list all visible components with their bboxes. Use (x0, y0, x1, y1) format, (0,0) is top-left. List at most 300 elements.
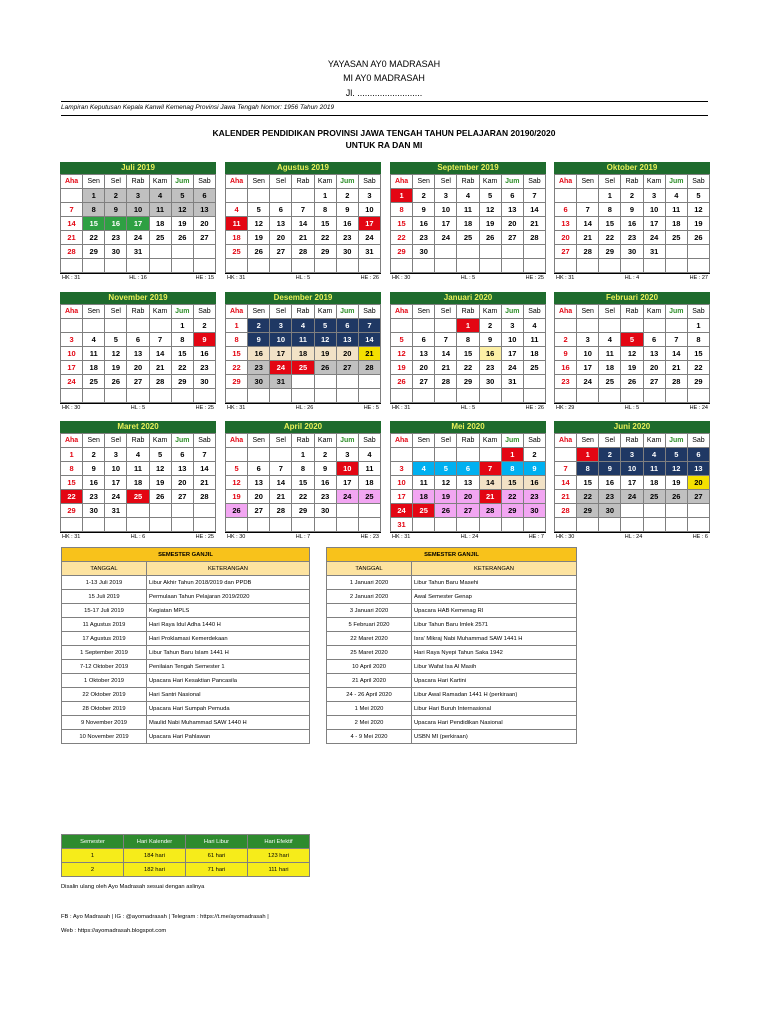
day-cell: 7 (577, 203, 599, 217)
day-cell: 3 (336, 448, 358, 462)
weekday-header: Sen (83, 305, 105, 319)
day-cell: 4 (127, 448, 149, 462)
weekday-header: Jum (665, 434, 687, 448)
day-cell: 28 (665, 375, 687, 389)
day-cell: 30 (599, 504, 621, 518)
day-cell: 6 (193, 189, 215, 203)
day-cell (577, 259, 599, 273)
weekday-header: Aha (555, 434, 577, 448)
day-cell: 11 (226, 217, 248, 231)
day-cell (577, 389, 599, 403)
day-cell: 16 (413, 217, 435, 231)
day-cell: 2 (248, 319, 270, 333)
day-cell (149, 259, 171, 273)
day-cell (358, 504, 380, 518)
day-cell (577, 189, 599, 203)
day-cell: 25 (599, 375, 621, 389)
day-cell: 17 (358, 217, 380, 231)
day-cell (248, 189, 270, 203)
day-cell (248, 448, 270, 462)
day-cell: 15 (171, 347, 193, 361)
event-row (327, 688, 577, 702)
day-cell: 20 (270, 231, 292, 245)
day-cell: 19 (171, 217, 193, 231)
day-cell: 11 (292, 333, 314, 347)
day-cell: 16 (555, 361, 577, 375)
day-cell: 30 (336, 245, 358, 259)
day-cell (358, 375, 380, 389)
day-cell: 26 (105, 375, 127, 389)
summary-cell: 123 hari (248, 849, 310, 863)
day-cell: 17 (391, 490, 413, 504)
day-cell (457, 448, 479, 462)
day-cell (149, 518, 171, 532)
weekday-header: Rab (621, 305, 643, 319)
day-cell (687, 259, 709, 273)
event-row (62, 716, 310, 730)
day-cell (599, 319, 621, 333)
event-row (327, 646, 577, 660)
month-title: Maret 2020 (60, 421, 216, 433)
month-summary-value: HE : 24 (689, 405, 708, 411)
event-row (327, 660, 577, 674)
month-title: Agustus 2019 (225, 162, 381, 174)
day-cell: 3 (621, 448, 643, 462)
event-row (327, 716, 577, 730)
month-summary-value: HL : 5 (295, 275, 311, 281)
day-cell: 10 (127, 203, 149, 217)
day-cell: 26 (149, 490, 171, 504)
day-cell: 20 (687, 476, 709, 490)
day-cell: 8 (599, 203, 621, 217)
day-cell: 14 (292, 217, 314, 231)
day-cell: 3 (435, 189, 457, 203)
note-rule (61, 115, 708, 116)
event-date: 7-12 Oktober 2019 (62, 660, 147, 674)
month-days-table (225, 433, 381, 532)
summary-header: Semester (62, 835, 124, 849)
weekday-header: Jum (501, 305, 523, 319)
day-cell: 22 (501, 490, 523, 504)
day-cell: 13 (457, 476, 479, 490)
month-summary-value: HL : 4 (624, 275, 640, 281)
day-cell: 15 (457, 347, 479, 361)
day-cell (336, 389, 358, 403)
month-days-table (60, 433, 216, 532)
day-cell: 20 (171, 476, 193, 490)
weekday-header: Kam (479, 434, 501, 448)
day-cell: 29 (61, 504, 83, 518)
day-cell: 22 (577, 490, 599, 504)
day-cell: 21 (193, 476, 215, 490)
document-title: KALENDER PENDIDIKAN PROVINSI JAWA TENGAH TAHUN PELAJARAN 20190/2020 (212, 128, 556, 138)
month-summary-value: HE : 6 (692, 534, 708, 540)
weekday-header: Rab (127, 175, 149, 189)
day-cell: 5 (665, 448, 687, 462)
weekday-header: Rab (127, 305, 149, 319)
weekday-header: Sen (413, 175, 435, 189)
day-cell: 29 (687, 375, 709, 389)
weekday-header: Sen (248, 434, 270, 448)
day-cell: 27 (270, 245, 292, 259)
day-cell: 10 (621, 462, 643, 476)
day-cell: 12 (665, 462, 687, 476)
month-days-table (390, 304, 546, 403)
day-cell (391, 448, 413, 462)
day-cell (226, 189, 248, 203)
day-cell: 19 (435, 490, 457, 504)
month-summary (390, 273, 546, 281)
day-cell (665, 389, 687, 403)
day-cell: 5 (479, 189, 501, 203)
day-cell: 31 (501, 375, 523, 389)
day-cell: 24 (61, 375, 83, 389)
day-cell: 12 (105, 347, 127, 361)
day-cell: 27 (555, 245, 577, 259)
day-cell (171, 245, 193, 259)
month-title: Januari 2020 (390, 292, 546, 304)
day-cell: 31 (105, 504, 127, 518)
day-cell (391, 259, 413, 273)
day-cell: 1 (391, 189, 413, 203)
day-cell: 1 (226, 319, 248, 333)
day-cell (665, 518, 687, 532)
day-cell: 14 (149, 347, 171, 361)
day-cell: 17 (643, 217, 665, 231)
day-cell: 20 (555, 231, 577, 245)
month-summary-value: HK : 30 (392, 275, 411, 281)
event-description: Maulid Nabi Muhammad SAW 1440 H (147, 716, 310, 730)
event-date: 22 Oktober 2019 (62, 688, 147, 702)
day-cell: 1 (292, 448, 314, 462)
day-cell: 14 (577, 217, 599, 231)
day-cell (358, 259, 380, 273)
day-cell (555, 389, 577, 403)
month-summary-value: HL : 24 (624, 534, 643, 540)
day-cell: 3 (105, 448, 127, 462)
day-cell: 17 (61, 361, 83, 375)
day-cell (599, 518, 621, 532)
weekday-header: Sen (413, 305, 435, 319)
day-cell: 25 (127, 490, 149, 504)
day-cell: 6 (457, 462, 479, 476)
day-cell: 12 (314, 333, 336, 347)
day-cell: 11 (457, 203, 479, 217)
day-cell: 8 (61, 462, 83, 476)
weekday-header: Aha (555, 305, 577, 319)
weekday-header: Aha (391, 305, 413, 319)
day-cell: 24 (643, 231, 665, 245)
weekday-header: Sen (248, 305, 270, 319)
day-cell: 5 (226, 462, 248, 476)
event-description: Hari Proklamasi Kemerdekaan (147, 632, 310, 646)
month-summary-value: HE : 15 (195, 275, 214, 281)
day-cell: 15 (599, 217, 621, 231)
event-description: Upacara HAB Kemenag RI (412, 604, 577, 618)
weekday-header: Rab (292, 175, 314, 189)
month-summary (554, 532, 710, 540)
day-cell: 8 (226, 333, 248, 347)
month-summary (225, 403, 381, 411)
day-cell (435, 389, 457, 403)
day-cell (413, 518, 435, 532)
day-cell: 9 (248, 333, 270, 347)
weekday-header: Sen (577, 305, 599, 319)
semester-1-date-header: TANGGAL (62, 562, 147, 576)
day-cell: 26 (314, 361, 336, 375)
day-cell (149, 245, 171, 259)
day-cell: 7 (193, 448, 215, 462)
day-cell (193, 504, 215, 518)
day-cell: 2 (83, 448, 105, 462)
day-cell: 18 (226, 231, 248, 245)
day-cell: 14 (435, 347, 457, 361)
month-days-table (390, 174, 546, 273)
day-cell (621, 518, 643, 532)
day-cell: 27 (193, 231, 215, 245)
day-cell: 9 (599, 462, 621, 476)
day-cell: 15 (687, 347, 709, 361)
event-row (62, 590, 310, 604)
day-cell (105, 319, 127, 333)
event-description: Upacara Hari Sumpah Pemuda (147, 702, 310, 716)
day-cell: 28 (270, 504, 292, 518)
day-cell: 23 (83, 490, 105, 504)
weekday-header: Rab (621, 175, 643, 189)
day-cell: 30 (248, 375, 270, 389)
month-summary-value: HE : 25 (195, 405, 214, 411)
day-cell: 12 (226, 476, 248, 490)
day-cell: 2 (599, 448, 621, 462)
day-cell: 17 (105, 476, 127, 490)
day-cell (248, 518, 270, 532)
day-cell: 28 (479, 504, 501, 518)
month-summary-value: HL : 5 (460, 275, 476, 281)
day-cell (643, 518, 665, 532)
day-cell: 8 (577, 462, 599, 476)
weekday-header: Sel (599, 175, 621, 189)
day-cell: 7 (149, 333, 171, 347)
event-row (62, 688, 310, 702)
day-cell (270, 448, 292, 462)
day-cell: 21 (270, 490, 292, 504)
event-row (62, 674, 310, 688)
month-summary-value: HE : 23 (360, 534, 379, 540)
weekday-header: Aha (226, 305, 248, 319)
day-cell: 2 (479, 319, 501, 333)
weekday-header: Aha (391, 434, 413, 448)
weekday-header: Sab (193, 434, 215, 448)
weekday-header: Rab (457, 305, 479, 319)
event-row (62, 576, 310, 590)
day-cell (83, 259, 105, 273)
day-cell: 31 (358, 245, 380, 259)
month-summary-value: HL : 16 (129, 275, 147, 281)
day-cell: 25 (413, 504, 435, 518)
day-cell: 7 (479, 462, 501, 476)
day-cell (457, 245, 479, 259)
weekday-header: Kam (479, 305, 501, 319)
weekday-header: Sab (523, 305, 545, 319)
summary-cell: 1 (62, 849, 124, 863)
semester-1-title: SEMESTER GANJIL (62, 548, 310, 562)
day-cell: 21 (358, 347, 380, 361)
event-row (327, 576, 577, 590)
weekday-header: Rab (292, 434, 314, 448)
day-cell: 11 (358, 462, 380, 476)
event-date: 11 Agustus 2019 (62, 618, 147, 632)
event-description: Upacara Hari Pahlawan (147, 730, 310, 744)
effective-days-table (61, 834, 310, 877)
day-cell (621, 259, 643, 273)
day-cell: 4 (665, 189, 687, 203)
summary-header: Hari Libur (186, 835, 248, 849)
day-cell: 3 (577, 333, 599, 347)
day-cell: 6 (171, 448, 193, 462)
day-cell: 6 (643, 333, 665, 347)
day-cell (555, 518, 577, 532)
day-cell: 18 (643, 476, 665, 490)
day-cell (336, 504, 358, 518)
day-cell: 20 (457, 490, 479, 504)
day-cell (435, 259, 457, 273)
event-description: Hari Raya Nyepi Tahun Saka 1942 (412, 646, 577, 660)
day-cell (358, 518, 380, 532)
day-cell: 26 (621, 375, 643, 389)
day-cell: 5 (391, 333, 413, 347)
day-cell (270, 389, 292, 403)
month-summary-value: HK : 31 (62, 275, 81, 281)
day-cell: 11 (665, 203, 687, 217)
event-row (62, 632, 310, 646)
day-cell: 22 (171, 361, 193, 375)
day-cell: 24 (336, 490, 358, 504)
day-cell: 29 (501, 504, 523, 518)
day-cell: 30 (193, 375, 215, 389)
day-cell: 16 (314, 476, 336, 490)
event-description: Libur Hari Buruh Internasional (412, 702, 577, 716)
day-cell (127, 319, 149, 333)
day-cell: 25 (523, 361, 545, 375)
day-cell: 10 (105, 462, 127, 476)
weekday-header: Sen (83, 434, 105, 448)
day-cell: 23 (105, 231, 127, 245)
event-row (327, 632, 577, 646)
day-cell (248, 389, 270, 403)
day-cell (270, 189, 292, 203)
event-date: 1 September 2019 (62, 646, 147, 660)
day-cell (314, 375, 336, 389)
day-cell (83, 319, 105, 333)
day-cell (226, 448, 248, 462)
day-cell: 12 (248, 217, 270, 231)
day-cell: 28 (555, 504, 577, 518)
weekday-header: Kam (314, 305, 336, 319)
month-title: Februari 2020 (554, 292, 710, 304)
month-summary-value: HL : 26 (295, 405, 314, 411)
day-cell: 23 (336, 231, 358, 245)
event-description: Penilaian Tengah Semester 1 (147, 660, 310, 674)
weekday-header: Sab (523, 434, 545, 448)
month-summary-value: HE : 27 (689, 275, 708, 281)
day-cell: 22 (292, 490, 314, 504)
day-cell: 10 (61, 347, 83, 361)
day-cell: 10 (270, 333, 292, 347)
day-cell: 2 (314, 448, 336, 462)
weekday-header: Sab (193, 175, 215, 189)
day-cell: 17 (577, 361, 599, 375)
day-cell: 26 (479, 231, 501, 245)
day-cell: 12 (435, 476, 457, 490)
event-row (327, 730, 577, 744)
day-cell: 22 (457, 361, 479, 375)
day-cell: 9 (314, 462, 336, 476)
day-cell: 14 (555, 476, 577, 490)
day-cell (621, 504, 643, 518)
month-summary (554, 273, 710, 281)
day-cell: 28 (435, 375, 457, 389)
day-cell (248, 259, 270, 273)
month-days-table (60, 304, 216, 403)
day-cell: 8 (171, 333, 193, 347)
day-cell (501, 259, 523, 273)
day-cell: 13 (193, 203, 215, 217)
day-cell (555, 319, 577, 333)
day-cell (127, 389, 149, 403)
weekday-header: Jum (336, 175, 358, 189)
day-cell (226, 389, 248, 403)
day-cell: 13 (555, 217, 577, 231)
day-cell (479, 518, 501, 532)
day-cell: 18 (413, 490, 435, 504)
month-summary-value: HK : 30 (556, 534, 575, 540)
day-cell (457, 518, 479, 532)
day-cell: 24 (358, 231, 380, 245)
day-cell: 13 (413, 347, 435, 361)
day-cell: 18 (83, 361, 105, 375)
month-summary-value: HE : 5 (363, 405, 379, 411)
month-summary (60, 403, 216, 411)
day-cell: 26 (391, 375, 413, 389)
month-days-table (554, 304, 710, 403)
weekday-header: Sel (105, 434, 127, 448)
day-cell (193, 518, 215, 532)
weekday-header: Rab (457, 175, 479, 189)
day-cell: 12 (149, 462, 171, 476)
day-cell: 8 (292, 462, 314, 476)
day-cell: 23 (523, 490, 545, 504)
weekday-header: Sel (270, 175, 292, 189)
month-summary-value: HK : 30 (62, 405, 81, 411)
month-summary-value: HK : 31 (227, 405, 246, 411)
day-cell: 14 (358, 333, 380, 347)
day-cell: 18 (599, 361, 621, 375)
day-cell (292, 518, 314, 532)
day-cell: 21 (555, 490, 577, 504)
day-cell: 22 (83, 231, 105, 245)
weekday-header: Aha (555, 175, 577, 189)
day-cell: 8 (314, 203, 336, 217)
month-summary-value: HK : 31 (62, 534, 81, 540)
day-cell: 23 (555, 375, 577, 389)
day-cell: 4 (83, 333, 105, 347)
day-cell: 15 (292, 476, 314, 490)
day-cell: 4 (358, 448, 380, 462)
day-cell: 30 (413, 245, 435, 259)
day-cell (555, 259, 577, 273)
day-cell (171, 518, 193, 532)
day-cell (687, 504, 709, 518)
